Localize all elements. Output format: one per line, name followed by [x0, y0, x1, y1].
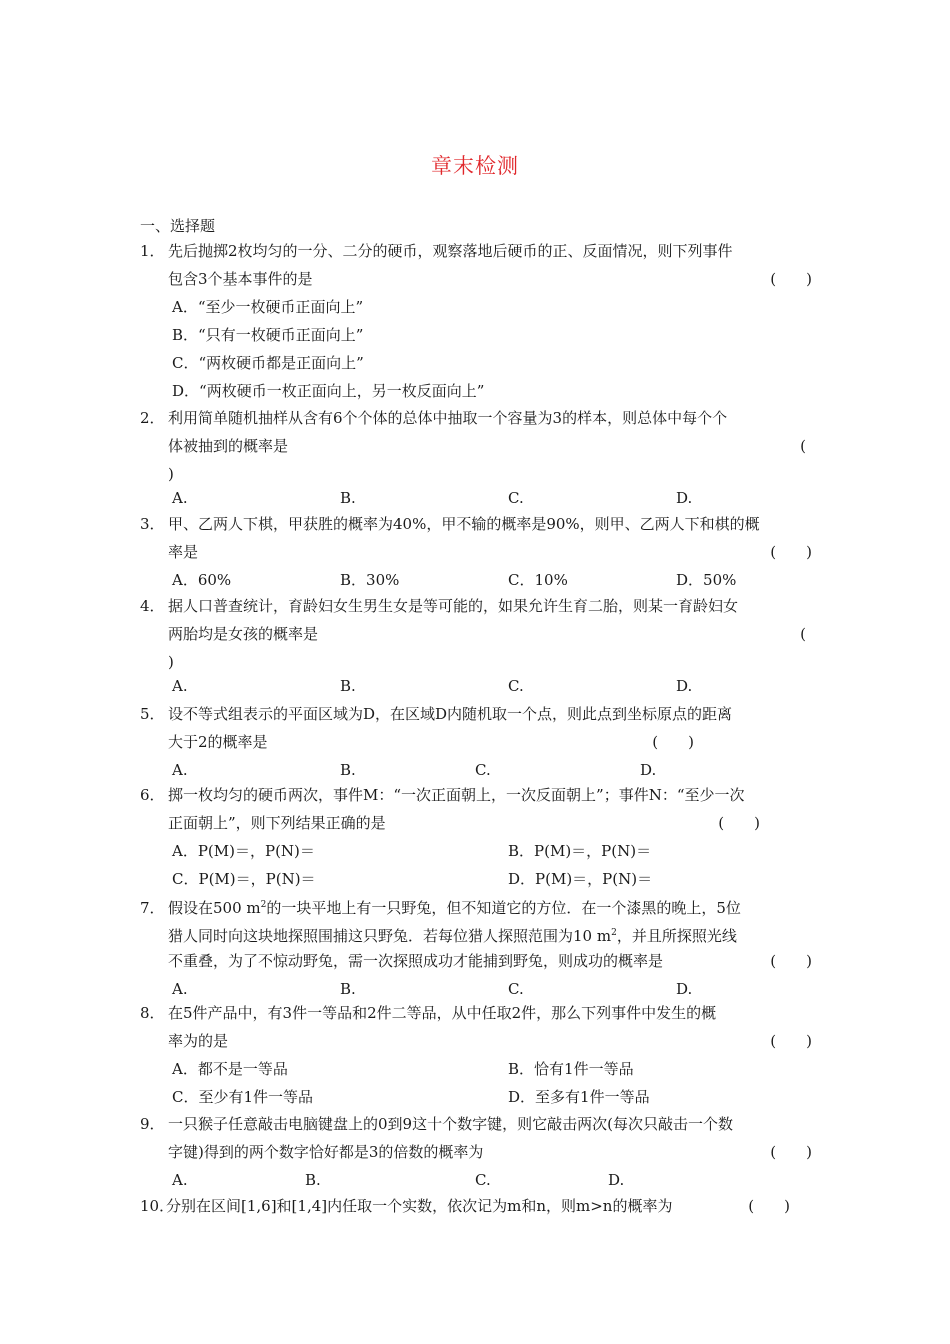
option-c: C.	[508, 980, 524, 998]
option-a: A．P(M)＝，P(N)＝	[172, 842, 315, 860]
answer-bracket: ( )	[770, 270, 812, 288]
option-c: C.	[475, 761, 491, 779]
question-number: 5．	[140, 705, 165, 723]
section-heading: 一、选择题	[140, 217, 216, 235]
option-a: A．都不是一等品	[172, 1060, 288, 1078]
question-number: 1．	[140, 242, 165, 260]
question-7	[140, 891, 820, 1003]
question-2	[140, 404, 820, 512]
option-c: C．10%	[508, 571, 568, 589]
answer-bracket: ( )	[770, 1143, 812, 1161]
option-d: D．P(M)＝，P(N)＝	[508, 870, 653, 888]
option-d: D．至多有1件一等品	[508, 1088, 650, 1106]
question-number: 8．	[140, 1004, 165, 1022]
question-text: 率是	[168, 543, 199, 561]
option-c: C．P(M)＝，P(N)＝	[172, 870, 316, 888]
option-b: B．恰有1件一等品	[508, 1060, 634, 1078]
option-a: A.	[172, 980, 188, 998]
option-c: C.	[508, 489, 524, 507]
option-d: D.	[608, 1171, 625, 1189]
question-number: 3．	[140, 515, 165, 533]
question-3	[140, 510, 820, 594]
option-b: B．30%	[340, 571, 400, 589]
question-5	[140, 700, 820, 784]
question-text: 甲、乙两人下棋，甲获胜的概率为40%，甲不输的概率是90%，则甲、乙两人下和棋的概	[168, 515, 760, 533]
question-number: 9．	[140, 1115, 165, 1133]
answer-bracket: ( )	[652, 733, 694, 751]
question-text: 的一块平地上有一只野兔，但不知道它的方位．在一个漆黑的晚上，5位	[266, 899, 741, 917]
question-text: ，并且所探照光线	[616, 927, 737, 945]
answer-bracket: ( )	[770, 543, 812, 561]
option-b: B．“只有一枚硬币正面向上”	[172, 326, 364, 344]
question-text: 正面朝上”，则下列结果正确的是	[168, 814, 386, 832]
option-d: D.	[676, 677, 693, 695]
option-b: B.	[340, 489, 356, 507]
option-a: A．60%	[172, 571, 232, 589]
option-b: B.	[340, 761, 356, 779]
answer-bracket: ( )	[718, 814, 760, 832]
option-d: D．50%	[676, 571, 737, 589]
question-text: 包含3个基本事件的是	[168, 270, 313, 288]
option-a: A.	[172, 677, 188, 695]
answer-bracket-open: (	[800, 437, 806, 455]
question-text: 假设在500 m	[168, 899, 261, 917]
question-number: 6．	[140, 786, 165, 804]
superscript: 2	[260, 900, 267, 910]
option-c: C．“两枚硬币都是正面向上”	[172, 354, 364, 372]
question-text: 利用简单随机抽样从含有6个个体的总体中抽取一个容量为3的样本，则总体中每个个	[168, 409, 728, 427]
option-d: D.	[676, 980, 693, 998]
question-text: 掷一枚均匀的硬币两次，事件M：“一次正面朝上，一次反面朝上”；事件N：“至少一次	[168, 786, 745, 804]
question-text: 分别在区间[1,6]和[1,4]内任取一个实数，依次记为m和n，则m>n的概率为	[166, 1197, 673, 1215]
option-b: B．P(M)＝，P(N)＝	[508, 842, 652, 860]
question-6	[140, 781, 820, 893]
question-text: 率为的是	[168, 1032, 229, 1050]
question-text: 据人口普查统计，育龄妇女生男生女是等可能的，如果允许生育二胎，则某一育龄妇女	[168, 597, 739, 615]
question-text: 先后抛掷2枚均匀的一分、二分的硬币，观察落地后硬币的正、反面情况，则下列事件	[168, 242, 733, 260]
question-10	[140, 1192, 820, 1220]
question-number: 2．	[140, 409, 165, 427]
answer-bracket: ( )	[770, 1032, 812, 1050]
question-4	[140, 592, 820, 700]
option-b: B.	[305, 1171, 321, 1189]
answer-bracket: ( )	[770, 952, 812, 970]
question-number: 7．	[140, 899, 165, 917]
question-text: 字键)得到的两个数字恰好都是3的倍数的概率为	[168, 1143, 484, 1161]
question-text: 在5件产品中，有3件一等品和2件二等品，从中任取2件，那么下列事件中发生的概	[168, 1004, 717, 1022]
option-a: A．“至少一枚硬币正面向上”	[172, 298, 364, 316]
option-a: A.	[172, 489, 188, 507]
question-text: 一只猴子任意敲击电脑键盘上的0到9这十个数字键，则它敲击两次(每次只敲击一个数	[168, 1115, 733, 1133]
question-text: 体被抽到的概率是	[168, 437, 289, 455]
option-c: C.	[475, 1171, 491, 1189]
option-b: B.	[340, 677, 356, 695]
question-number: 10．	[140, 1197, 175, 1215]
question-text: 大于2的概率是	[168, 733, 268, 751]
question-text: 设不等式组表示的平面区域为D，在区域D内随机取一个点，则此点到坐标原点的距离	[168, 705, 733, 723]
option-d: D.	[676, 489, 693, 507]
option-d: D．“两枚硬币一枚正面向上，另一枚反面向上”	[172, 382, 485, 400]
superscript: 2	[611, 928, 617, 938]
question-1	[140, 237, 820, 405]
question-9	[140, 1110, 820, 1194]
question-number: 4．	[140, 597, 165, 615]
answer-bracket-close: )	[168, 465, 174, 483]
question-text: 两胎均是女孩的概率是	[168, 625, 319, 643]
question-8	[140, 999, 820, 1111]
option-d: D.	[640, 761, 657, 779]
question-text: 猎人同时向这块地探照围捕这只野兔．若每位猎人探照范围为10 m	[168, 927, 612, 945]
page-title: 章末检测	[431, 154, 519, 178]
answer-bracket-close: )	[168, 653, 174, 671]
option-a: A.	[172, 1171, 188, 1189]
answer-bracket: ( )	[748, 1197, 790, 1215]
answer-bracket-open: (	[800, 625, 806, 643]
option-c: C．至少有1件一等品	[172, 1088, 314, 1106]
question-text: 不重叠，为了不惊动野兔，需一次探照成功才能捕到野兔，则成功的概率是	[168, 952, 664, 970]
option-b: B.	[340, 980, 356, 998]
option-c: C.	[508, 677, 524, 695]
option-a: A.	[172, 761, 188, 779]
